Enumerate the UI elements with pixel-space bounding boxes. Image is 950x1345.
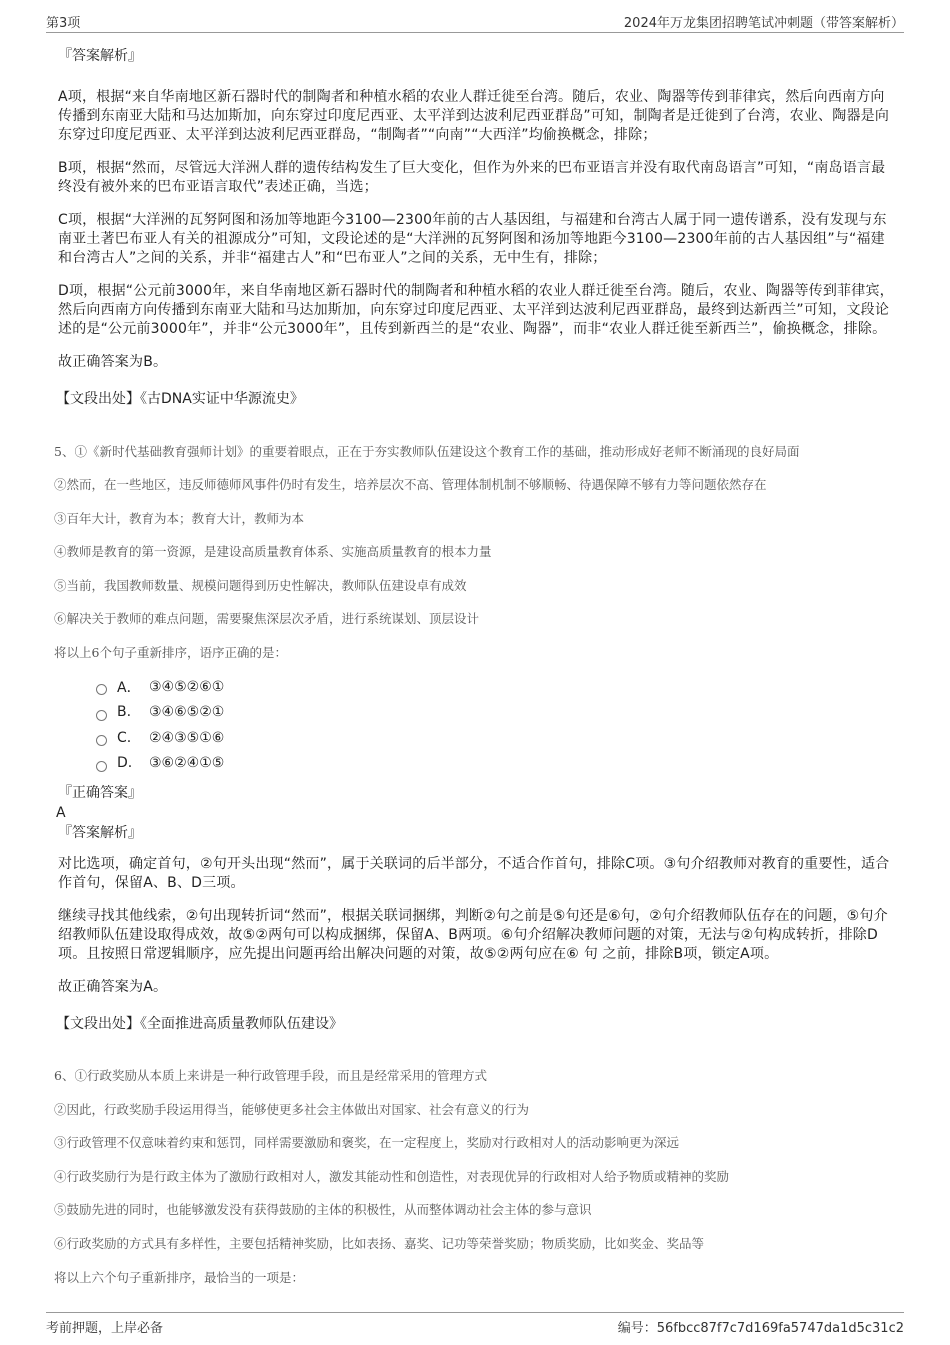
footer-code-label: 编号： [617,1321,657,1336]
q6-line-5: ⑤鼓励先进的同时，也能够激发没有获得鼓励的主体的积极性，从而整体调动社会主体的参与意识 [54,1202,592,1217]
q4-para-b: B项，根据“然而，尽管远大洋洲人群的遗传结构发生了巨大变化，但作为外来的巴布亚语言并没有取代南岛语言”可知，“南岛语言最终没有被外来的巴布亚语言取代”表述正确，当选； [58,160,886,195]
option-letter: B. [117,704,132,721]
q5-option-d[interactable] [96,751,224,777]
q6-line-1: 6、①行政奖励从本质上来讲是一种行政管理手段，而且是经常采用的管理方式 [54,1068,487,1083]
q5-source: 【文段出处】《全面推进高质量教师队伍建设》 [56,1016,343,1032]
q5-line-6: ⑥解决关于教师的难点问题，需要聚焦深层次矛盾，进行系统谋划、顶层设计 [54,611,480,626]
footer-code [618,1317,904,1336]
q5-option-c[interactable] [96,725,224,751]
q5-line-3: ③百年大计，教育为本；教育大计，教师为本 [54,511,305,526]
q5-answer-block [58,783,894,1033]
q5-answer: A [56,805,66,821]
q5-para-2: 继续寻找其他线索，②句出现转折词“然而”，根据关联词捆绑，判断②句之前是⑤句还是⑥句，②句介绍教师队伍存在的问题，⑤句介绍教师队伍建设取得成效，故⑤②两句可以构成捆绑，保留A、B两项。⑥句介绍解决教师问题的对策，无法与②句构成转折，排除D项。且按照日常逻辑顺序，应先提出问题再给出解决问题的对策，故⑤②两句应在⑥ 句 之前，排除B项，锁定A项。 [58,908,888,962]
radio-icon[interactable] [96,710,107,721]
q5-analysis-label: 『答案解析』 [58,825,142,841]
q6-line-6: ⑥行政奖励的方式具有多样性，主要包括精神奖励，比如表扬、嘉奖、记功等荣誉奖励；物质奖励，比如奖金、奖品等 [54,1236,705,1251]
footer-code-value: 56fbcc87f7c7d169fa5747da1d5c31c2 [656,1321,904,1336]
q5-option-a[interactable] [96,674,224,700]
page-number: 第3项 [46,16,81,31]
q5-line-4: ④教师是教育的第一资源，是建设高质量教育体系、实施高质量教育的根本力量 [54,544,492,559]
q6-line-3: ③行政管理不仅意味着约束和惩罚，同样需要激励和褒奖，在一定程度上，奖励对行政相对人的活动影响更为深远 [54,1135,680,1150]
q5-prompt: 将以上6个句子重新排序，语序正确的是： [54,645,287,660]
q4-para-c: C项，根据“大洋洲的瓦努阿图和汤加等地距今3100—2300年前的古人基因组，与福建和台湾古人属于同一遗传谱系，没有发现与东南亚土著巴布亚人有关的祖源成分”可知，文段论述的是“大洋洲的瓦努阿图和汤加等地距今3100—2300年前的古人基因组”与“福建和台湾古人”之间的关系，并非“福建古人”和“巴布亚人”之间的关系，无中生有，排除； [58,212,887,266]
q4-para-a: A项，根据“来自华南地区新石器时代的制陶者和种植水稻的农业人群迁徙至台湾。随后，农业、陶器等传到菲律宾，然后向西南方向传播到东南亚大陆和马达加斯加，向东穿过印度尼西亚、太平洋到达波利尼西亚群岛”可知，制陶者是迁徙到了台湾，农业、陶器是向东穿过印度尼西亚、太平洋到达波利尼西亚群岛，“制陶者”“向南”“大西洋”均偷换概念，排除； [58,89,890,143]
option-letter: D. [117,755,133,772]
q4-analysis-label: 『答案解析』 [58,48,142,64]
q4-analysis [58,46,894,408]
q6-line-2: ②因此，行政奖励手段运用得当，能够使更多社会主体做出对国家、社会有意义的行为 [54,1102,530,1117]
option-letter: C. [117,729,132,746]
q4-source: 【文段出处】《古DNA实证中华源流史》 [56,391,304,407]
option-text: ③④⑤②⑥① [149,678,225,695]
q5-line-2: ②然而，在一些地区，违反师德师风事件仍时有发生，培养层次不高、管理体制机制不够顺畅、待遇保障不够有力等问题依然存在 [54,477,767,492]
page-header [46,10,904,33]
q4-conclusion: 故正确答案为B。 [58,354,168,370]
footer-slogan: 考前押题，上岸必备 [46,1321,164,1336]
q5-line-1: 5、①《新时代基础教育强师计划》的重要着眼点，正在于夯实教师队伍建设这个教育工作的基础，推动形成好老师不断涌现的良好局面 [54,444,800,459]
q5-option-b[interactable] [96,700,224,726]
option-text: ③⑥②④①⑤ [149,755,225,772]
q6-prompt: 将以上六个句子重新排序，最恰当的一项是： [54,1270,305,1285]
q5-line-5: ⑤当前，我国教师数量、规模问题得到历史性解决，教师队伍建设卓有成效 [54,578,467,593]
radio-icon[interactable] [96,684,107,695]
q5-para-1: 对比选项，确定首句，②句开头出现“然而”，属于关联词的后半部分，不适合作首句，排除C项。③句介绍教师对教育的重要性，适合作首句，保留A、B、D三项。 [58,856,890,891]
q5-options [96,674,224,776]
q6-line-4: ④行政奖励行为是行政主体为了激励行政相对人，激发其能动性和创造性，对表现优异的行政相对人给予物质或精神的奖励 [54,1169,730,1184]
option-text: ③④⑥⑤②① [149,704,225,721]
option-text: ②④③⑤①⑥ [149,729,225,746]
radio-icon[interactable] [96,735,107,746]
document-title: 2024年万龙集团招聘笔试冲刺题（带答案解析） [623,16,904,31]
q5-answer-label: 『正确答案』 [58,785,142,801]
q4-para-d: D项，根据“公元前3000年，来自华南地区新石器时代的制陶者和种植水稻的农业人群迁徙至台湾。随后，农业、陶器等传到菲律宾，然后向西南方向传播到东南亚大陆和马达加斯加，向东穿过印度尼西亚、太平洋到达波利尼西亚群岛，最终到达新西兰”可知，文段论述的是“公元前3000年”，并非“公元3000年”，且传到新西兰的是“农业、陶器”，而非“农业人群迁徙至新西兰”，偷换概念，排除。 [58,283,894,337]
radio-icon[interactable] [96,761,107,772]
q5-conclusion: 故正确答案为A。 [58,979,168,995]
page-footer [46,1312,904,1337]
option-letter: A． [117,679,141,696]
